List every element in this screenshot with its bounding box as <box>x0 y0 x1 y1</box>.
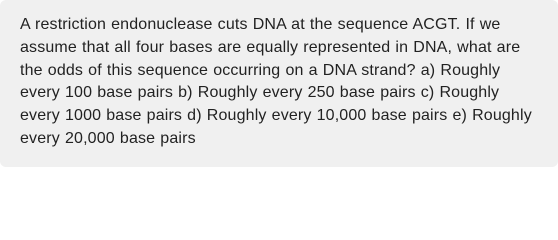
question-text: A restriction endonuclease cuts DNA at the sequence ACGT. If we assume that all four bases are equally represented in DNA, what are the odds of this sequence occurring on a DNA strand? a) Roughly every 100 base pairs b) Roughly every 250 base pairs c) Roughly every 1000 base pairs d) Roughly every 10,000 base pairs e) Roughly every 20,000 base pairs <box>20 16 532 147</box>
